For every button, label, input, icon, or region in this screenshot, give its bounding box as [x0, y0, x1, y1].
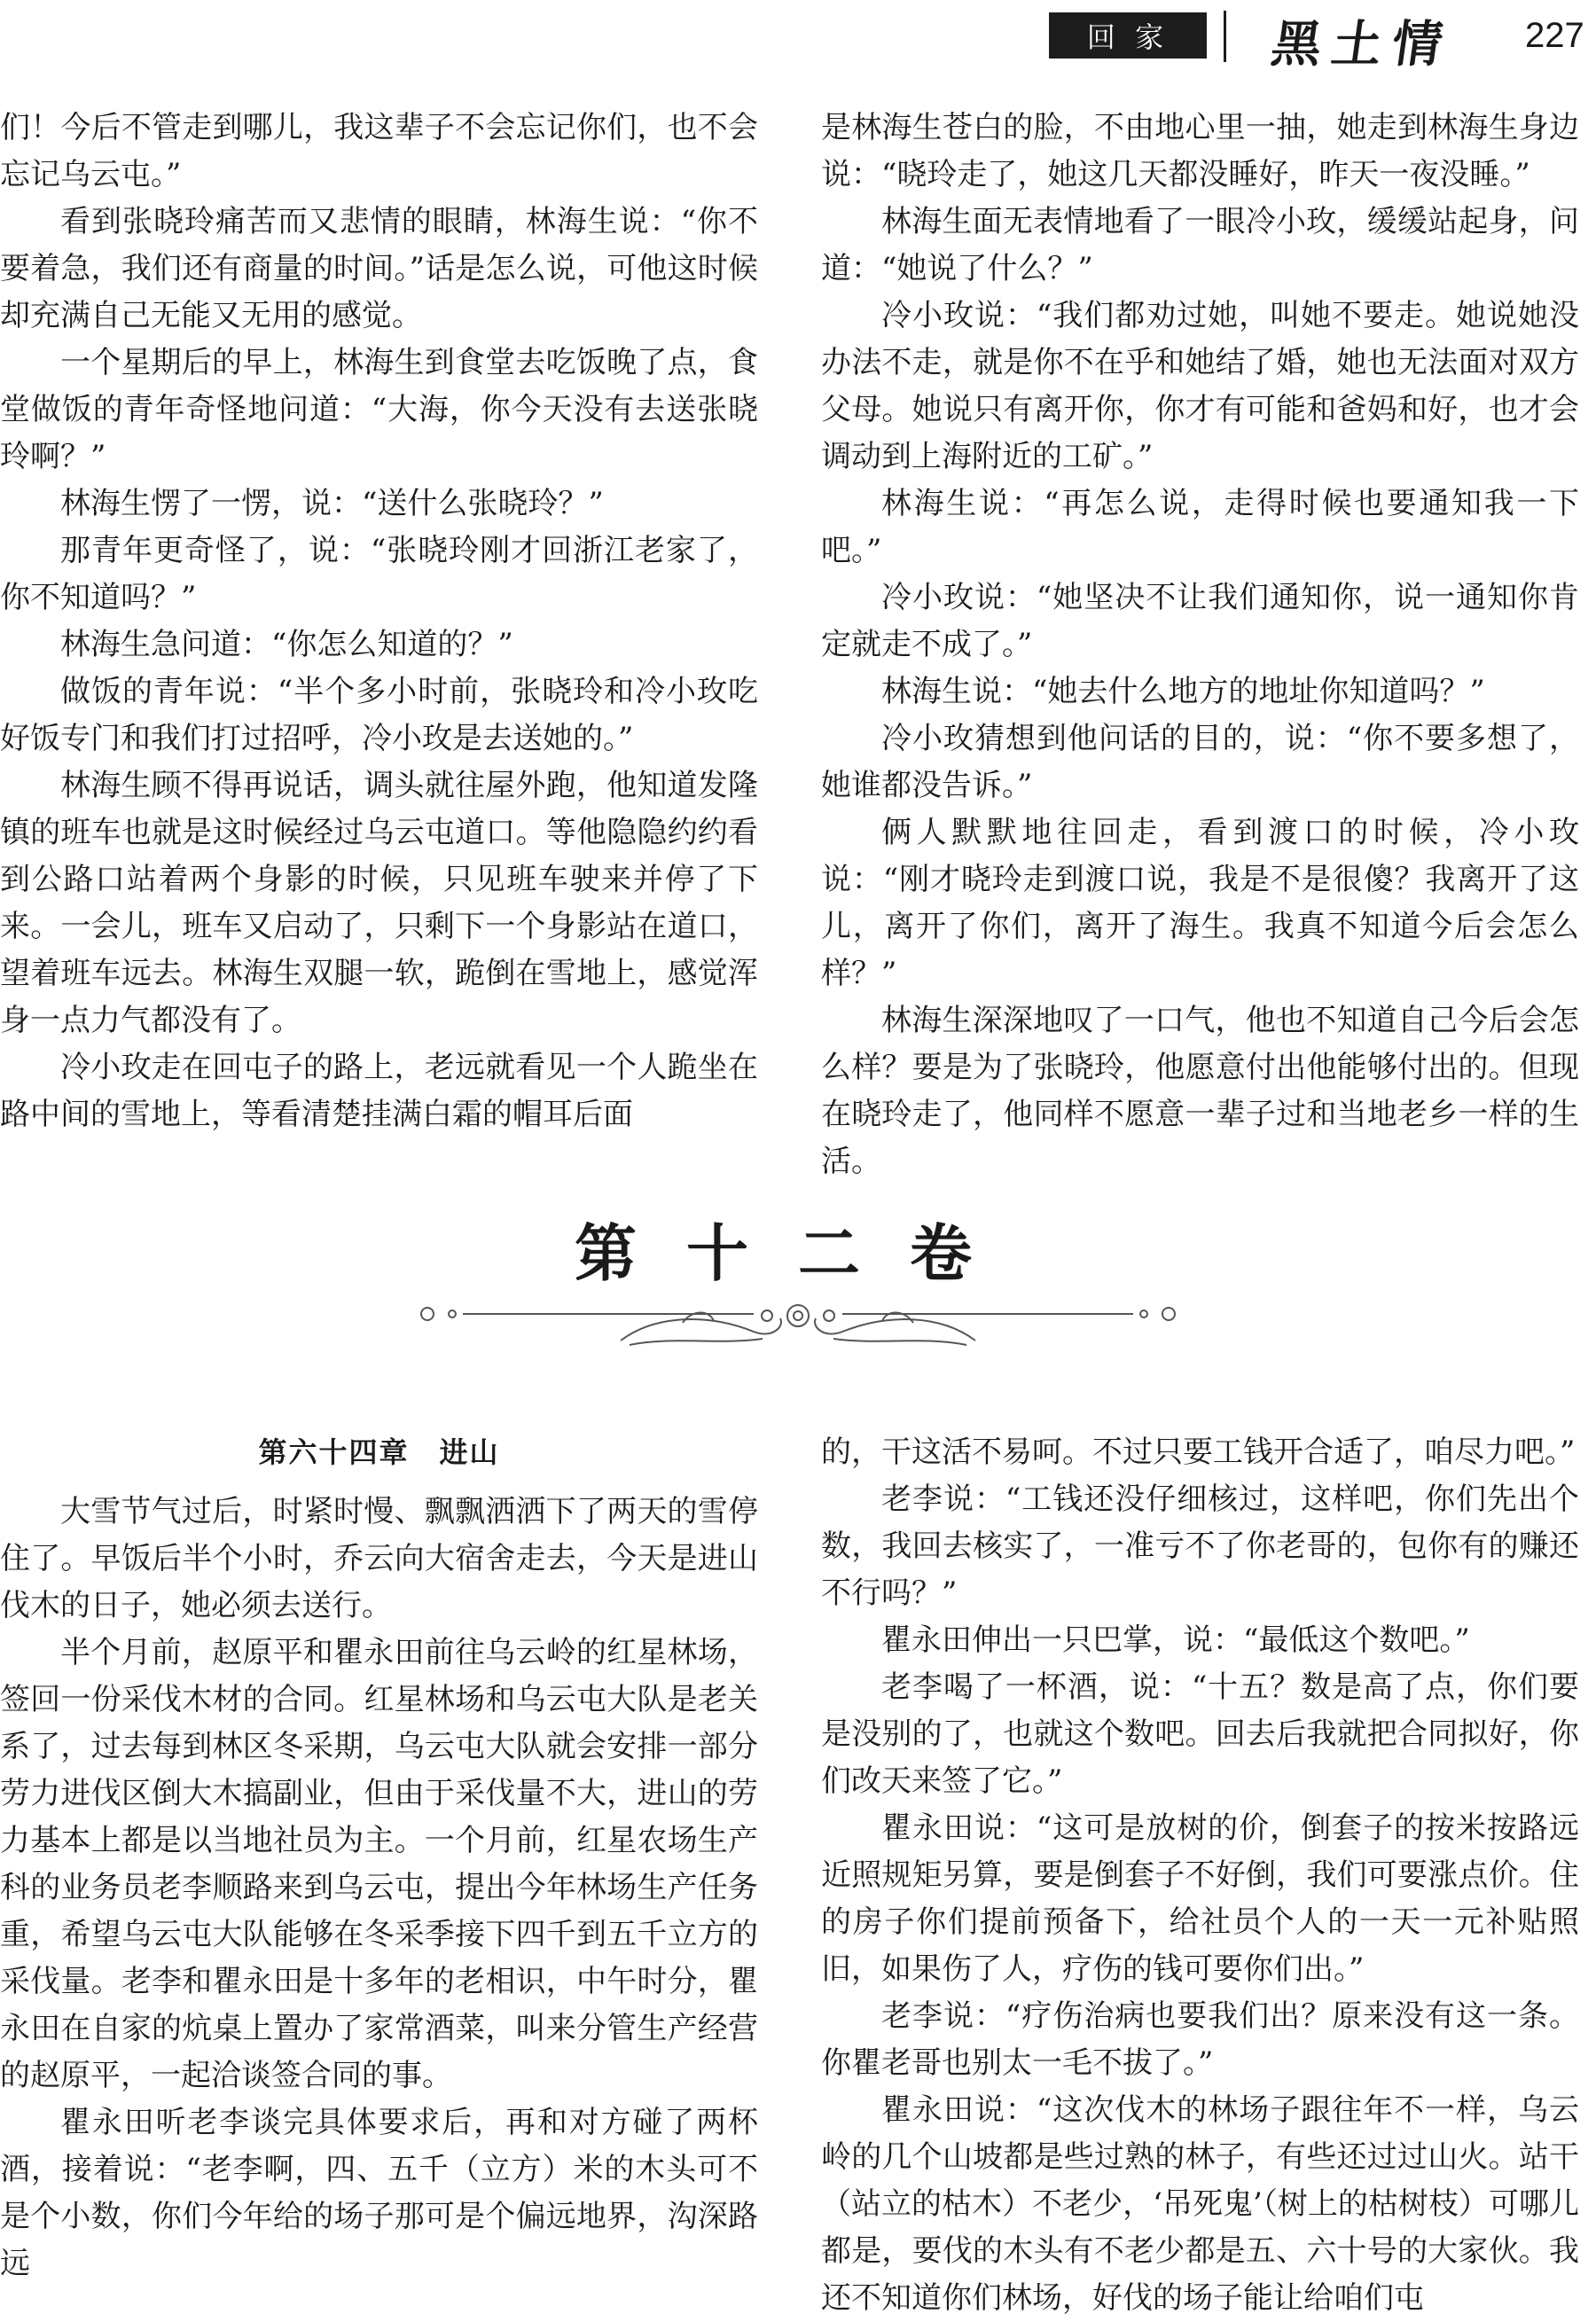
volume-title: 第十二卷 [575, 1216, 1021, 1290]
paragraph: 冷小玫走在回屯子的路上，老远就看见一个人跪坐在路中间的雪地上，等看清楚挂满白霜的帽耳后面 [0, 1050, 758, 1132]
paragraph: 俩人默默地往回走，看到渡口的时候，冷小玫说：“刚才晓玲走到渡口说，我是不是很傻？我离开了这儿，离开了你们，离开了海生。我真不知道今后会怎么样？” [821, 815, 1579, 991]
paragraph: 林海生急问道：“你怎么知道的？” [60, 627, 513, 662]
paragraph: 那青年更奇怪了，说：“张晓玲刚才回浙江老家了，你不知道吗？” [0, 533, 758, 615]
paragraph: 冷小玫说：“我们都劝过她，叫她不要走。她说她没办法不走，就是你不在乎和她结了婚，她也无法面对双方父母。她说只有离开你，你才有可能和爸妈和好，也才会调动到上海附近的工矿。” [821, 298, 1579, 474]
text-column-top-right [821, 105, 1579, 1185]
ornament-divider [417, 1296, 1179, 1358]
paragraph: 们！今后不管走到哪儿，我这辈子不会忘记你们，也不会忘记乌云屯。” [0, 110, 758, 192]
paragraph: 瞿永田听老李谈完具体要求后，再和对方碰了两杯酒，接着说：“老李啊，四、五千（立方）米的木头可不是个小数，你们今年给的场子那可是个偏远地界，沟深路远 [0, 2105, 758, 2281]
paragraph: 林海生深深地叹了一口气，他也不知道自己今后会怎么样？要是为了张晓玲，他愿意付出他能够付出的。但现在晓玲走了，他同样不愿意一辈子过和当地老乡一样的生活。 [821, 1003, 1579, 1179]
chapter-heading: 第六十四章 进山 [258, 1435, 500, 1469]
paragraph: 大雪节气过后，时紧时慢、飘飘洒洒下了两天的雪停住了。早饭后半个小时，乔云向大宿舍走去，今天是进山伐木的日子，她必须去送行。 [0, 1494, 758, 1623]
paragraph: 看到张晓玲痛苦而又悲情的眼睛，林海生说：“你不要着急，我们还有商量的时间。”话是怎么说，可他这时候却充满自己无能又无用的感觉。 [0, 204, 758, 333]
text-column-bottom-right [821, 1429, 1579, 2322]
magazine-brand: 黑土情 [1267, 15, 1458, 74]
paragraph: 林海生说：“再怎么说，走得时候也要通知我一下吧。” [821, 486, 1579, 568]
paragraph: 的，干这活不易呵。不过只要工钱开合适了，咱尽力吧。” [821, 1435, 1576, 1470]
section-tag: 回 家 [1049, 12, 1207, 59]
paragraph: 是林海生苍白的脸，不由地心里一抽，她走到林海生身边说：“晓玲走了，她这几天都没睡好，昨天一夜没睡。” [821, 110, 1579, 192]
header-divider [1224, 11, 1226, 62]
paragraph: 做饭的青年说：“半个多小时前，张晓玲和冷小玫吃好饭专门和我们打过招呼，冷小玫是去送她的。” [0, 674, 758, 756]
paragraph: 林海生说：“她去什么地方的地址你知道吗？” [881, 674, 1485, 709]
paragraph: 冷小玫说：“她坚决不让我们通知你，说一通知你肯定就走不成了。” [821, 580, 1579, 662]
paragraph: 半个月前，赵原平和瞿永田前往乌云岭的红星林场，签回一份采伐木材的合同。红星林场和乌云屯大队是老关系了，过去每到林区冬采期，乌云屯大队就会安排一部分劳力进伐区倒大木搞副业，但由于采伐量不大，进山的劳力基本上都是以当地社员为主。一个月前，红星农场生产科的业务员老李顺路来到乌云屯，提出今年林场生产任务重，希望乌云屯大队能够在冬采季接下四千到五千立方的采伐量。老李和瞿永田是十多年的老相识，中午时分，瞿永田在自家的炕桌上置办了家常酒菜，叫来分管生产经营的赵原平，一起洽谈签合同的事。 [0, 1635, 758, 2093]
text-column-top-left [0, 105, 758, 1138]
paragraph: 瞿永田伸出一只巴掌，说：“最低这个数吧。” [881, 1622, 1470, 1658]
paragraph: 老李说：“工钱还没仔细核过，这样吧，你们先出个数，我回去核实了，一准亏不了你老哥的，包你有的赚还不行吗？” [821, 1482, 1579, 1611]
paragraph: 林海生面无表情地看了一眼冷小玫，缓缓站起身，问道：“她说了什么？” [821, 204, 1579, 286]
paragraph: 瞿永田说：“这可是放树的价，倒套子的按米按路远近照规矩另算，要是倒套子不好倒，我们可要涨点价。住的房子你们提前预备下，给社员个人的一天一元补贴照旧，如果伤了人，疗伤的钱可要你们出。” [821, 1810, 1579, 1987]
paragraph: 一个星期后的早上，林海生到食堂去吃饭晚了点，食堂做饭的青年奇怪地问道：“大海，你今天没有去送张晓玲啊？” [0, 345, 758, 474]
page-header [0, 0, 1596, 74]
paragraph: 林海生顾不得再说话，调头就往屋外跑，他知道发隆镇的班车也就是这时候经过乌云屯道口。等他隐隐约约看到公路口站着两个身影的时候，只见班车驶来并停了下来。一会儿，班车又启动了，只剩下一个身影站在道口，望着班车远去。林海生双腿一软，跪倒在雪地上，感觉浑身一点力气都没有了。 [0, 768, 758, 1038]
paragraph: 老李喝了一杯酒，说：“十五？数是高了点，你们要是没别的了，也就这个数吧。回去后我就把合同拟好，你们改天来签了它。” [821, 1669, 1579, 1799]
paragraph: 林海生愣了一愣，说：“送什么张晓玲？” [60, 486, 604, 521]
paragraph: 老李说：“疗伤治病也要我们出？原来没有这一条。你瞿老哥也别太一毛不拔了。” [821, 1998, 1579, 2081]
text-column-bottom-left [0, 1429, 758, 2287]
paragraph: 冷小玫猜想到他问话的目的，说：“你不要多想了，她谁都没告诉。” [821, 721, 1579, 803]
page-number: 227 [1525, 16, 1584, 55]
paragraph: 瞿永田说：“这次伐木的林场子跟往年不一样，乌云岭的几个山坡都是些过熟的林子，有些还过过山火。站干（站立的枯木）不老少，‘吊死鬼’（树上的枯树枝）可哪儿都是，要伐的木头有不老少都是五、六十号的大家伙。我还不知道你们林场，好伐的场子能让给咱们屯 [821, 2092, 1579, 2316]
